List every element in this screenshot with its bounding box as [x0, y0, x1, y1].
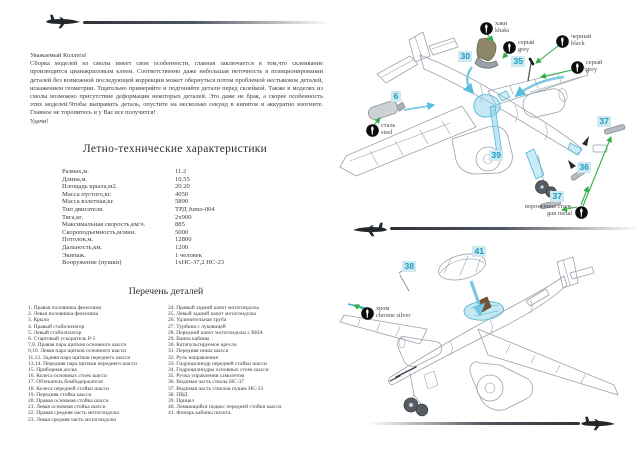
spec-value: 1 человек: [175, 251, 202, 259]
spec-label: Тяга,кг.: [62, 213, 83, 221]
parts-item: 16. Колеса основных стоек шасси: [28, 373, 107, 380]
intro-greeting: Уважаемый Коллега!: [30, 52, 87, 59]
paint-name-en: gun metal: [546, 209, 572, 217]
parts-item: 22. Правая средняя часть мотогондолы: [28, 410, 119, 417]
spec-row: [62, 236, 224, 244]
specs-title: Летно-технические характеристики: [82, 143, 268, 155]
spec-value: 2x900: [175, 213, 192, 221]
paint-name-en: black: [571, 39, 585, 47]
spec-label: Экипаж.: [62, 251, 86, 259]
spec-value: ТРД Jumo-004: [175, 205, 215, 213]
spec-row: [62, 221, 224, 229]
parts-item: 5. Левый стабилизатор: [28, 329, 82, 336]
parts-item: 18. Колеса передней стойки шасси: [28, 385, 109, 392]
parts-item: 25. Левый задний капот мотогондолы: [168, 311, 256, 318]
paint-label-steel: [381, 123, 396, 137]
parts-item: 31. Передняя ниша шасси: [168, 348, 229, 355]
jet-silhouette-icon: [45, 13, 81, 31]
parts-item: 40. Ломающийся подкос передней стойки шасси: [168, 404, 282, 411]
callout-ns37: 36: [577, 162, 591, 173]
paint-label-grey-seat: [518, 40, 534, 54]
spec-label: Масса пустого,кг.: [62, 190, 112, 198]
paint-name-en: grey: [586, 65, 598, 73]
paint-chip-icon: [556, 35, 569, 48]
parts-item: 11,12. Задняя пара щитков переднего шасси: [28, 354, 131, 361]
spec-label: Скороподъемность,м/мин.: [62, 228, 136, 236]
paint-name-ru: хаки: [495, 20, 508, 27]
intro-signoff: Удачи!: [30, 117, 49, 125]
parts-item: 28. Передний капот мотогондолы с ВНА: [168, 329, 263, 336]
parts-item: 1. Правая половинка фюзеляжа: [28, 305, 102, 311]
paint-name-ru: вороненная сталь: [524, 203, 572, 210]
jet-silhouette-icon: [580, 415, 616, 433]
callout-pvd: 38: [402, 261, 416, 272]
callout-ns23-top: 37: [597, 116, 611, 127]
spec-value: 1200: [175, 243, 189, 251]
callout-ns23-bottom: 37: [550, 191, 564, 202]
callout-seat: 30: [458, 51, 472, 62]
parts-item: 27. Турбина с луковицей: [168, 323, 226, 330]
parts-item: 29. Ванна кабины: [168, 336, 210, 343]
spec-value: 5000: [175, 228, 189, 236]
spec-label: Потолок,м.: [62, 236, 94, 244]
parts-item: 19. Передняя стойка шасси: [28, 391, 92, 398]
spec-value: 20.20: [175, 183, 190, 191]
divider-line: [390, 227, 640, 230]
spec-value: 10.55: [175, 175, 190, 183]
divider-line: [83, 21, 330, 24]
callout-booster: 6: [391, 91, 401, 102]
parts-list-left: [28, 305, 166, 423]
paint-label-khaki: [495, 21, 509, 35]
parts-title: Перечень деталей: [128, 286, 204, 297]
spec-label: Вооружение (пушки): [62, 259, 122, 267]
paint-name-ru: хром: [376, 305, 390, 312]
callout-canopy: 41: [472, 246, 486, 257]
spec-label: Максимальная скорость,км/ч.: [62, 221, 146, 229]
parts-item: 26. Удлинительная труба: [168, 317, 227, 324]
specs-table: [62, 168, 224, 267]
parts-item: 24. Правый задний капот мотогондолы: [168, 305, 259, 311]
parts-item: 13,14. Передняя пара щитков переднего шасси: [28, 360, 137, 367]
paint-name-ru: сталь: [381, 122, 396, 129]
diagram-panel: [330, 0, 640, 453]
aircraft-bottom-drawing: [330, 245, 640, 425]
spec-row: [62, 214, 224, 222]
parts-item: 7,8. Правая пара щитков основного шасси: [28, 342, 127, 349]
paint-name-en: steel: [381, 128, 393, 136]
spec-label: Размах,м.: [62, 168, 89, 175]
parts-item: 2. Левая половинка фюзеляжа: [28, 311, 99, 318]
spec-row: [62, 183, 224, 191]
spec-value: 5890: [175, 198, 189, 206]
parts-item: 9,10. Левая пара щитков основного шасси: [28, 348, 127, 355]
parts-item: 15. Приборная доска: [28, 367, 77, 374]
parts-item: 3. Крыло: [28, 317, 50, 324]
parts-list-right: [168, 305, 330, 417]
spec-label: Длина,м.: [62, 175, 88, 183]
paint-name-ru: серый: [586, 59, 603, 66]
paint-chip-icon: [480, 22, 493, 35]
control-stick-part: [528, 63, 531, 81]
spec-value: 4050: [175, 190, 189, 198]
bottom-divider: [368, 414, 640, 434]
paint-chip-icon: [361, 307, 374, 320]
spec-row: [62, 191, 224, 199]
aircraft-top-drawing: [330, 3, 640, 238]
paint-chip-icon: [575, 206, 588, 219]
spec-row: [62, 206, 224, 214]
paint-chip-icon: [571, 61, 584, 74]
spec-label: Дальность,км.: [62, 243, 103, 251]
divider-line: [368, 422, 580, 425]
jet-silhouette-icon: [352, 221, 388, 239]
callout-stick: 35: [511, 56, 525, 67]
paint-label-grey-stick: [586, 60, 602, 74]
parts-item: 21. Левая основная стойка шасси: [28, 404, 106, 411]
spec-value: 12800: [175, 236, 192, 244]
parts-item: 20. Правая основная стойка шасси: [28, 398, 109, 405]
ejection-seat-part: [477, 38, 496, 61]
parts-item: 6. Стартовый ускоритель Р-5: [28, 336, 96, 343]
assembly-highlights: [404, 67, 582, 179]
spec-value: 885: [175, 221, 185, 229]
parts-item: 34. Гидроцилиндры основных стоек шасси: [168, 367, 269, 374]
paint-name-ru: черный: [571, 33, 592, 40]
airframe-line-art: [340, 250, 618, 416]
intro-body: Сборка моделей из смолы имеет свои особенности, главная заключается в том,что склеивание производится цианакриловым клеем. Соответственно даже небольшая неточность в позиционировании деталей без возможной последующей коррекции может обернуться потом проблемой нестыковок деталей, искажением геометрии. Тщательно примеряйте и подгоняйте детали перед склейкой. Также в моделях из смолы возможно присутствие деформации некоторых деталей. Это даже не брак, а скорее особенность этих моделей.Чтобы выправить деталь, опустите на несколько секунд в кипяток и аккуратно изогните. Главное не торопитесь и у Вас все получится!: [30, 60, 323, 117]
spec-label: Тип двигателя.: [62, 205, 104, 213]
spec-row: [62, 168, 224, 176]
parts-item: 38. ПВД: [168, 391, 188, 398]
mid-divider: [352, 220, 640, 240]
paint-chip-icon: [503, 41, 516, 54]
parts-item: 35. Ручка управления самолетом: [168, 373, 245, 380]
parts-item: 30. Катапультируемое кресло: [168, 342, 237, 349]
parts-item: 4. Правый стабилизатор: [28, 323, 85, 330]
spec-row: [62, 198, 224, 206]
paint-label-gun-metal: [510, 204, 572, 218]
spec-label: Масса взлетная,кг.: [62, 198, 115, 206]
parts-item: 23. Левая средняя часть мотогондолы: [28, 416, 116, 423]
parts-item: 17. Обтекатель бомбодержателя: [28, 379, 103, 386]
spec-row: [62, 252, 224, 260]
top-divider: [45, 13, 330, 33]
spec-row: [62, 244, 224, 252]
paint-name-en: khaki: [495, 26, 509, 34]
parts-item: 33. Гидроцилиндр передней стойки шасси: [168, 360, 267, 367]
spec-row: [62, 259, 224, 267]
intro-text: [30, 52, 323, 126]
paint-name-ru: серый: [518, 39, 535, 46]
paint-chip-icon: [366, 124, 379, 137]
spec-row: [62, 229, 224, 237]
spec-label: Площадь крыла,м2.: [62, 183, 118, 191]
parts-item: 32. Руль направления: [168, 354, 219, 361]
booster-part: [367, 100, 400, 122]
parts-item: 36. Видимая часть ствола НС-37: [168, 379, 244, 386]
parts-item: 37. Видимая часть стволов пушек НС-23: [168, 385, 264, 392]
paint-label-black: [571, 34, 591, 48]
spec-value: 11.2: [175, 168, 187, 175]
paint-name-en: grey: [518, 45, 530, 53]
paint-name-en: chrome silver: [376, 311, 411, 319]
spec-row: [62, 176, 224, 184]
spec-value: 1xНС-37,2 НС-23: [175, 259, 225, 267]
callout-sight: 39: [489, 150, 503, 161]
paint-label-chrome: [376, 306, 410, 320]
parts-item: 41. Фонарь кабины пилота.: [168, 410, 232, 417]
parts-item: 39. Прицел: [168, 398, 195, 405]
